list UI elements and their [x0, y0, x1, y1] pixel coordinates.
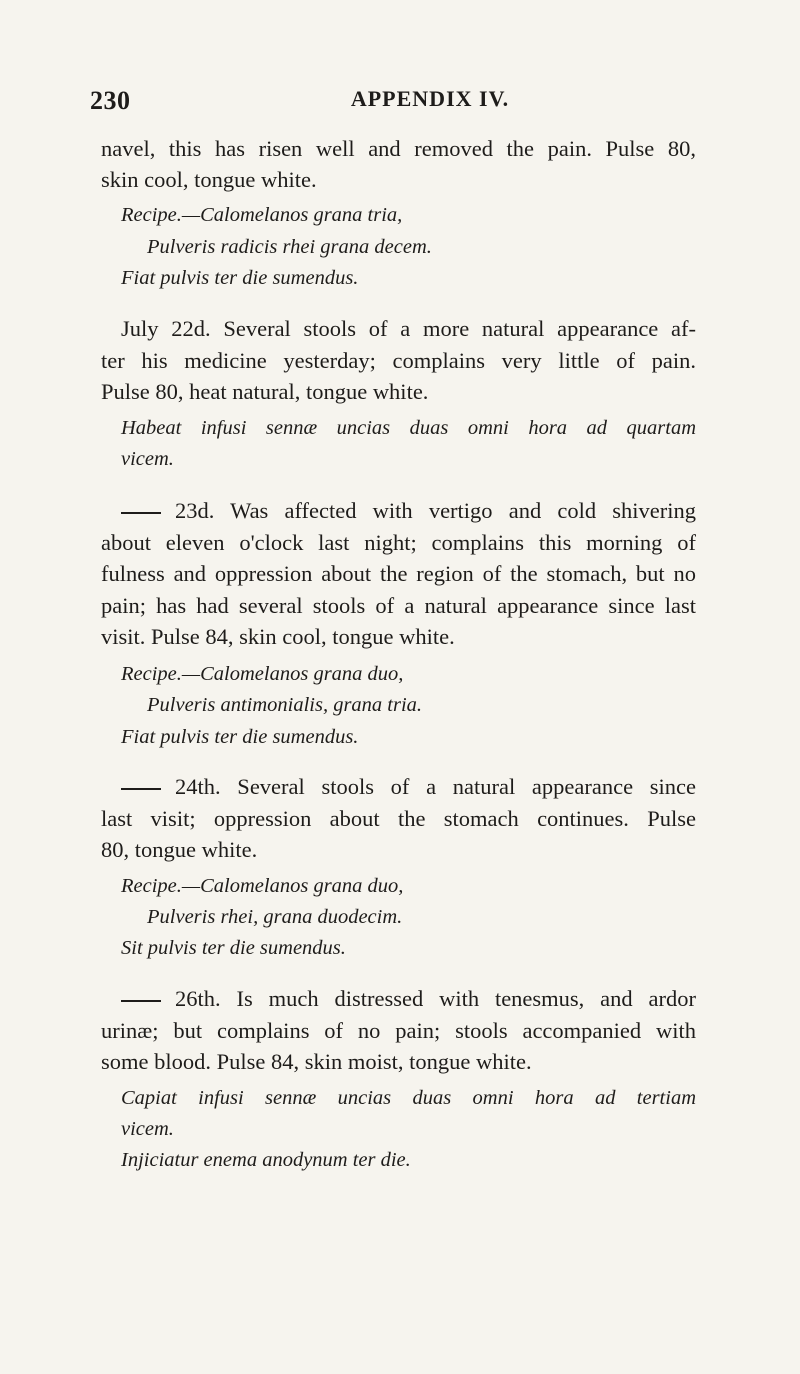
entry-text: 23d. Was affected with vertigo and cold shivering: [175, 498, 696, 523]
text-line: pain; has had several stools of a natural appearance since last: [101, 593, 696, 618]
text-line: urinæ; but complains of no pain; stools accompanied with: [101, 1018, 696, 1043]
entry-line: [121, 776, 696, 799]
recipe-line: vicem.: [121, 1118, 174, 1140]
text-line: 80, tongue white.: [101, 837, 258, 862]
ditto-dash: [121, 512, 161, 514]
text-line: some blood. Pulse 84, skin moist, tongue white.: [101, 1049, 532, 1074]
recipe-line: Habeat infusi sennæ uncias duas omni hora ad quartam: [121, 417, 696, 439]
text-line: fulness and oppression about the region of the stomach, but no: [101, 561, 696, 586]
ditto-dash: [121, 1000, 161, 1002]
recipe-line: Recipe.—Calomelanos grana tria,: [121, 204, 403, 226]
entry-text: 24th. Several stools of a natural appearance since: [175, 774, 696, 799]
recipe-line: Pulveris rhei, grana duodecim.: [147, 906, 403, 928]
recipe-line: Recipe.—Calomelanos grana duo,: [121, 663, 404, 685]
entry-line: [121, 988, 696, 1011]
recipe-line: Fiat pulvis ter die sumendus.: [121, 267, 359, 289]
text-line: visit. Pulse 84, skin cool, tongue white.: [101, 624, 455, 649]
recipe-line: Capiat infusi sennæ uncias duas omni hora ad tertiam: [121, 1087, 696, 1109]
page-header: [90, 86, 710, 126]
text-line: last visit; oppression about the stomach continues. Pulse: [101, 806, 696, 831]
recipe-line: Injiciatur enema anodynum ter die.: [121, 1149, 411, 1171]
text-line: Pulse 80, heat natural, tongue white.: [101, 379, 429, 404]
recipe-line: Pulveris antimonialis, grana tria.: [147, 694, 423, 716]
recipe-line: Fiat pulvis ter die sumendus.: [121, 726, 359, 748]
running-head: APPENDIX IV.: [350, 86, 510, 111]
recipe-line: vicem.: [121, 448, 174, 470]
entry-text: 26th. Is much distressed with tenesmus, and ardor: [175, 986, 696, 1011]
ditto-dash: [121, 788, 161, 790]
entry-line: [121, 500, 696, 523]
text-line: July 22d. Several stools of a more natural appearance af-: [121, 316, 696, 341]
text-line: ter his medicine yesterday; complains very little of pain.: [101, 348, 696, 373]
text-line: navel, this has risen well and removed the pain. Pulse 80,: [101, 136, 696, 161]
text-line: skin cool, tongue white.: [101, 167, 317, 192]
recipe-line: Sit pulvis ter die sumendus.: [121, 937, 346, 959]
recipe-line: Pulveris radicis rhei grana decem.: [147, 236, 432, 258]
recipe-line: Recipe.—Calomelanos grana duo,: [121, 875, 404, 897]
text-line: about eleven o'clock last night; complains this morning of: [101, 530, 696, 555]
page-number: 230: [90, 86, 131, 115]
